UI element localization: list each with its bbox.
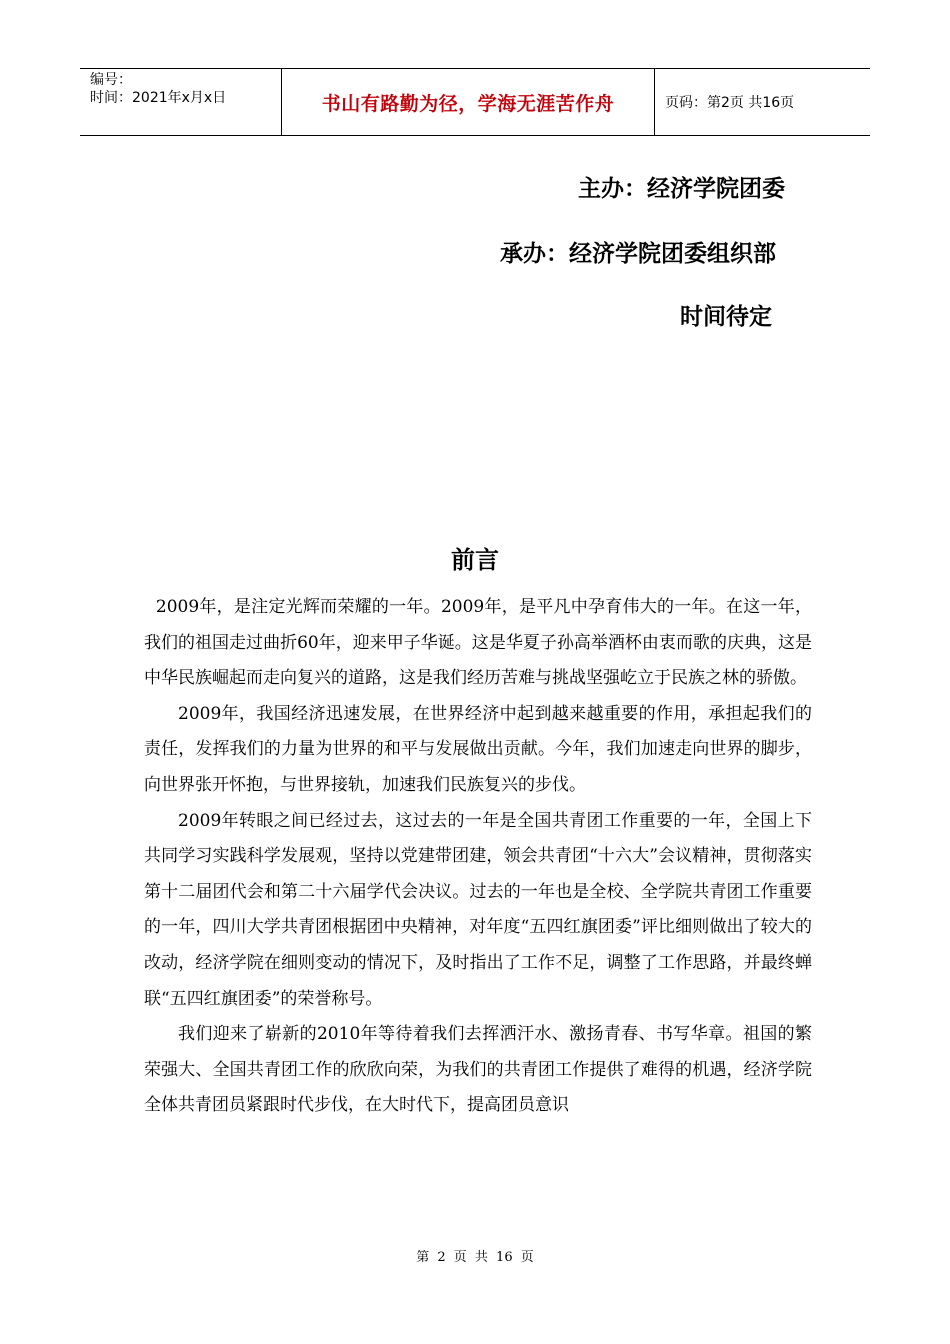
header-motto: 书山有路勤为径，学海无涯苦作舟 xyxy=(321,92,615,115)
page-footer: 第 2 页 共 16 页 xyxy=(416,1250,534,1265)
preface-title: 前言 xyxy=(451,546,499,574)
header-page-cell xyxy=(655,69,870,135)
document-date: 时间：2021年x月x日 xyxy=(90,90,227,106)
header-page-info: 页码：第2页 共16页 xyxy=(665,95,795,111)
header-meta-cell xyxy=(80,69,282,135)
preface-body xyxy=(144,590,812,1124)
paragraph: 2009年，我国经济迅速发展，在世界经济中起到越来越重要的作用，承担起我们的责任，发挥我们的力量为世界的和平与发展做出贡献。今年，我们加速走向世界的脚步，向世界张开怀抱，与世界接轨，加速我们民族复兴的步伐。 xyxy=(144,703,812,795)
page-header xyxy=(80,68,870,136)
paragraph: 2009年，是注定光辉而荣耀的一年。2009年，是平凡中孕育伟大的一年。在这一年，我们的祖国走过曲折60年，迎来甲子华诞。这是华夏子孙高举酒杯由衷而歌的庆典，这是中华民族崛起而走向复兴的道路，这是我们经历苦难与挑战坚强屹立于民族之林的骄傲。 xyxy=(144,597,812,689)
document-number-label: 编号： xyxy=(90,72,132,88)
paragraph: 2009年转眼之间已经过去，这过去的一年是全国共青团工作重要的一年，全国上下共同学习实践科学发展观，坚持以党建带团建，领会共青团“十六大”会议精神，贯彻落实第十二届团代会和第二十六届学代会决议。过去的一年也是全校、全学院共青团工作重要的一年，四川大学共青团根据团中央精神，对年度“五四红旗团委”评比细则做出了较大的改动，经济学院在细则变动的情况下，及时指出了工作不足，调整了工作思路，并最终蝉联“五四红旗团委”的荣誉称号。 xyxy=(144,810,812,1009)
host-line: 主办：经济学院团委 xyxy=(578,176,785,202)
time-line: 时间待定 xyxy=(680,304,772,330)
organizer-line: 承办：经济学院团委组织部 xyxy=(500,241,776,267)
header-motto-cell xyxy=(282,69,655,135)
paragraph: 我们迎来了崭新的2010年等待着我们去挥洒汗水、激扬青春、书写华章。祖国的繁荣强大、全国共青团工作的欣欣向荣，为我们的共青团工作提供了难得的机遇，经济学院全体共青团员紧跟时代步伐，在大时代下，提高团员意识 xyxy=(144,1024,812,1116)
